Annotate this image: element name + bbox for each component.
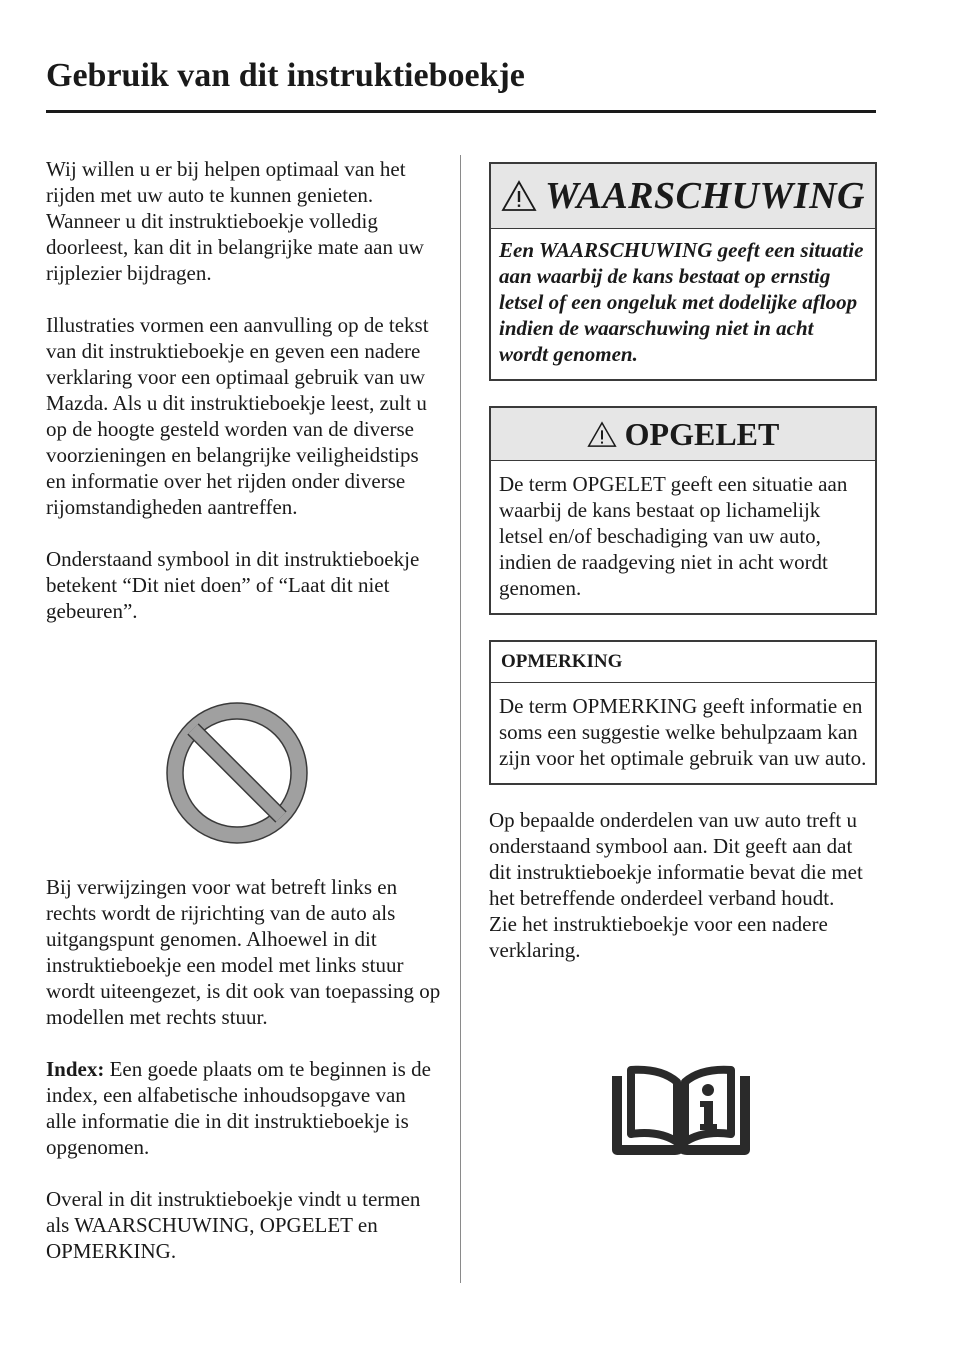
no-entry-icon xyxy=(164,700,310,851)
manual-reference-text xyxy=(489,807,877,963)
left-column xyxy=(46,156,441,650)
manual-see-paragraph: Zie het instruktieboekje voor een nadere verklaring. xyxy=(489,912,828,962)
warning-triangle-icon xyxy=(501,180,537,212)
title-rule xyxy=(46,110,876,113)
intro-paragraph: Wij willen u er bij helpen optimaal van het rijden met uw auto te kunnen genieten. Wanneer u dit instruktieboekje volledig doorleest, kan dit in belangrijke mate aan uw rijplezier bijdragen. xyxy=(46,157,424,285)
index-label: Index: xyxy=(46,1057,105,1081)
warning-header xyxy=(491,164,875,229)
warning-title: WAARSCHUWING xyxy=(545,175,865,217)
note-box xyxy=(489,640,877,785)
caution-header xyxy=(491,408,875,461)
manual-symbol-paragraph: Op bepaalde onderdelen van uw auto treft u onderstaand symbool aan. Dit geeft aan dat dit instruktieboekje informatie bevat die met het betreffende onderdeel verband houdt. xyxy=(489,808,863,910)
page-title: Gebruik van dit instruktieboekje xyxy=(46,57,525,94)
info-book-icon xyxy=(611,1064,751,1161)
left-column-lower xyxy=(46,874,441,1290)
note-title: OPMERKING xyxy=(501,651,623,672)
warning-box xyxy=(489,162,877,381)
caution-body: De term OPGELET geeft een situatie aan waarbij de kans bestaat op lichamelijk letsel en/of beschadiging van uw auto, indien de raadgeving niet in acht wordt genomen. xyxy=(499,472,848,600)
right-column xyxy=(489,162,877,963)
symbol-paragraph: Onderstaand symbool in dit instruktieboekje betekent “Dit niet doen” of “Laat dit niet gebeuren”. xyxy=(46,547,420,623)
note-body: De term OPMERKING geeft informatie en soms een suggestie welke behulpzaam kan zijn voor het optimale gebruik van uw auto. xyxy=(499,694,867,770)
illustrations-paragraph: Illustraties vormen een aanvulling op de tekst van dit instruktieboekje en geven een nadere verklaring voor een optimaal gebruik van uw Mazda. Als u dit instruktieboekje leest, zult u op de hoogte gesteld worden van de diverse voorzieningen en belangrijke veiligheidstips en informatie over het rijden onder diverse rijomstandigheden aantreffen. xyxy=(46,313,429,519)
note-header xyxy=(491,642,875,683)
index-text: Een goede plaats om te beginnen is de index, een alfabetische inhoudsopgave van alle informatie die in dit instruktieboekje is opgenomen. xyxy=(46,1057,431,1159)
index-paragraph xyxy=(46,1056,441,1160)
terms-paragraph: Overal in dit instruktieboekje vindt u termen als WAARSCHUWING, OPGELET en OPMERKING. xyxy=(46,1187,421,1263)
warning-triangle-icon xyxy=(587,421,617,448)
warning-body: Een WAARSCHUWING geeft een situatie aan waarbij de kans bestaat op ernstig letsel of een ongeluk met dodelijke afloop indien de waarschuwing niet in acht wordt genomen. xyxy=(499,238,864,366)
column-divider xyxy=(460,155,461,1283)
caution-title: OPGELET xyxy=(624,416,780,452)
direction-paragraph: Bij verwijzingen voor wat betreft links en rechts wordt de rijrichting van de auto als uitgangspunt genomen. Alhoewel in dit instruktieboekje een model met links stuur wordt uiteengezet, is dit ook van toepassing op modellen met rechts stuur. xyxy=(46,875,441,1029)
caution-box xyxy=(489,406,877,615)
